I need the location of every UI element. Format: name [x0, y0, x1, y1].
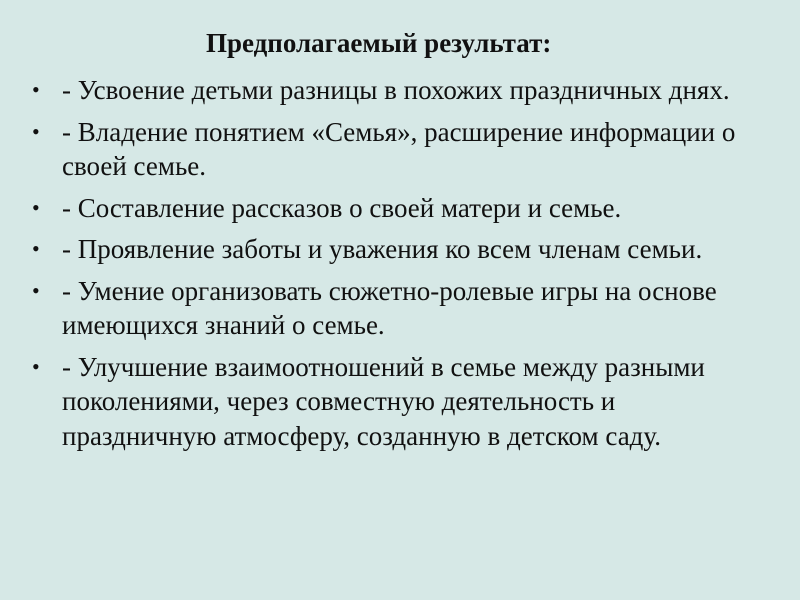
list-item-text: - Умение организовать сюжетно-ролевые игры на основе имеющихся знаний о семье. [62, 275, 717, 340]
list-item-text: - Усвоение детьми разницы в похожих праздничных днях. [62, 75, 730, 105]
bullet-icon: • [32, 353, 40, 379]
list-item [32, 232, 772, 267]
list-item [32, 274, 772, 343]
bullet-icon: • [32, 277, 40, 303]
list-item-text: - Составление рассказов о своей матери и семье. [62, 192, 622, 223]
list-item [32, 350, 772, 454]
list-item-text: - Владение понятием «Семья», расширение информации о своей семье. [62, 116, 736, 181]
bullet-icon: • [32, 77, 40, 102]
list-item [32, 191, 772, 226]
bullet-icon: • [32, 118, 40, 144]
result-list [32, 73, 772, 460]
list-item [32, 73, 772, 108]
list-item-text: - Проявление заботы и уважения ко всем членам семьи. [62, 234, 703, 264]
bullet-icon: • [32, 194, 40, 220]
list-item-text: - Улучшение взаимоотношений в семье между разными поколениями, через совместную деятельность и праздничную атмосферу, созданную в детском саду. [62, 351, 705, 451]
list-item [32, 115, 772, 184]
bullet-icon: • [32, 236, 40, 261]
slide-title: Предполагаемый результат: [206, 28, 552, 58]
